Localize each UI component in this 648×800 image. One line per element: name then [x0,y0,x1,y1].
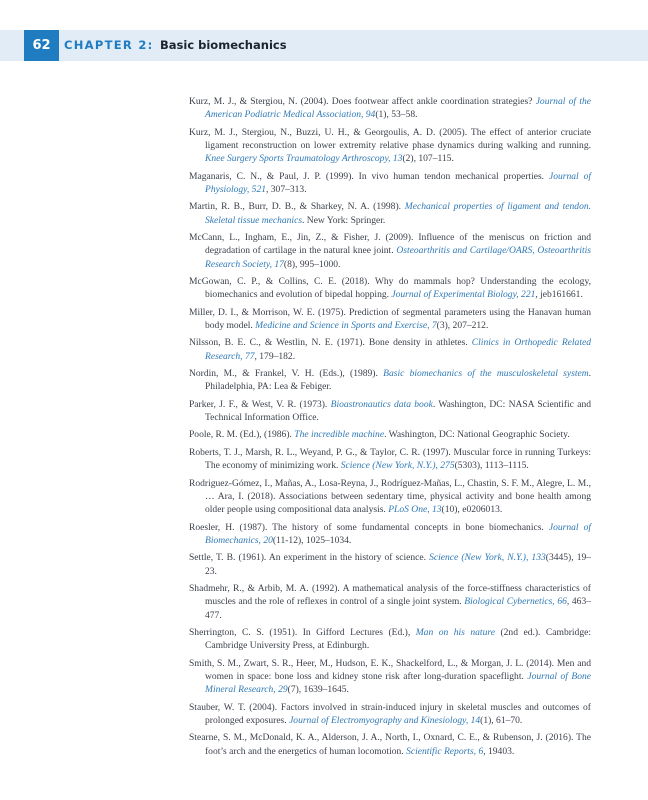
reference-text: Kurz, M. J., Stergiou, N., Buzzi, U. H., & Georgoulis, A. D. (2005). The effect of anterior cruciate ligament reconstruction on lower extremity relative phase dynamics during walking and running. [189,126,591,151]
reference-text: Nilsson, B. E. C., & Westlin, N. E. (1971). Bone density in athletes. [189,337,472,349]
chapter-title: Basic biomechanics [160,38,287,52]
reference-source: PLoS One, 13 [388,504,442,516]
reference-entry [189,477,591,517]
reference-entry [189,701,591,728]
reference-entry [189,582,591,622]
reference-text: McGowan, C. P., & Collins, C. E. (2018). Why do mammals hop? Understanding the ecology, biomechanics and evolution of bipedal hopping. [189,276,591,301]
reference-source: Journal of the American Podiatric Medical Association, 94 [205,96,592,121]
reference-text: Parker, J. F., & West, V. R. (1973). [189,398,331,410]
reference-source: Basic biomechanics of the musculoskeletal system [383,368,589,380]
reference-entry [189,551,591,578]
reference-source: Science (New York, N.Y.), 275 [340,460,455,472]
reference-details: (10), e0206013. [441,504,503,516]
reference-entry [189,336,591,363]
reference-text: McCann, L., Ingham, E., Jin, Z., & Fisher, J. (2009). Influence of the meniscus on friction and degradation of cartilage in the natural knee joint. [189,232,591,257]
reference-entry [189,428,591,441]
reference-entry [189,306,591,333]
reference-entry [189,657,591,697]
reference-text: Rodriguez-Gómez, I., Mañas, A., Losa-Reyna, J., Rodríguez-Mañas, L., Chastin, S. F. M., Alegre, L. M., … Ara, I. (2018). Associations between sedentary time, physical activity and bone health among older people using compositional data analysis. [189,477,591,516]
reference-list [189,95,591,762]
reference-source: Scientific Reports, 6 [406,745,484,757]
reference-text: Poole, R. M. (Ed.), (1986). [189,429,295,441]
reference-text: Martin, R. B., Burr, D. B., & Sharkey, N. A. (1998). [189,201,405,213]
reference-details: , 463–477. [205,596,591,621]
reference-entry [189,170,591,197]
reference-details: , 307–313. [266,183,307,195]
reference-entry [189,95,591,122]
reference-source: Medicine and Science in Sports and Exercise, 7 [255,320,437,332]
reference-source: Knee Surgery Sports Traumatology Arthroscopy, 13 [205,153,403,165]
reference-entry [189,367,591,394]
reference-source: Clinics in Orthopedic Related Research, 77 [205,337,591,362]
reference-details: (3), 207–212. [436,320,489,332]
reference-details: (1), 53–58. [375,109,418,121]
reference-text: Smith, S. M., Zwart, S. R., Heer, M., Hudson, E. K., Shackelford, L., & Morgan, J. L. (2014). Men and women in space: bone loss and kidney stone risk after long-duration spaceflight. [189,657,591,682]
reference-source: Journal of Electromyography and Kinesiology, 14 [289,714,481,726]
reference-details: (1), 61–70. [480,714,523,726]
reference-details: (3445), 19–23. [205,552,592,577]
reference-entry [189,446,591,473]
reference-text: Miller, D. I., & Morrison, W. E. (1975). Prediction of segmental parameters using the Hanavan human body model. [189,306,591,332]
reference-text: Stearne, S. M., McDonald, K. A., Alderson, J. A., North, I., Oxnard, C. E., & Rubenson, J. (2016). The foot’s arch and the energetics of human locomotion. [189,732,591,757]
reference-details: (7), 1639–1645. [287,684,349,696]
reference-text: Roberts, T. J., Marsh, R. L., Weyand, P. G., & Taylor, C. R. (1997). Muscular force in running Turkeys: The economy of minimizing work. [189,446,591,472]
reference-details: (11-12), 1025–1034. [272,534,352,546]
reference-text: Roesler, H. (1987). The history of some fundamental concepts in bone biomechanics. [189,521,549,533]
reference-entry [189,626,591,653]
reference-source: Science (New York, N.Y.), 133 [429,552,546,564]
reference-source: Biological Cybernetics, 66 [464,596,567,608]
reference-entry [189,200,591,227]
reference-entry [189,398,591,425]
running-header [0,30,648,61]
reference-entry [189,275,591,302]
reference-details: (5303), 1113–1115. [454,460,529,472]
reference-source: Mechanical properties of ligament and tendon. Skeletal tissue mechanics [205,201,592,226]
reference-source: Journal of Physiology, 521 [205,170,591,195]
reference-details: (8), 995–1000. [283,258,341,270]
reference-text: Settle, T. B. (1961). An experiment in the history of science. [189,552,430,564]
reference-entry [189,231,591,271]
reference-source: Bioastronautics data book [330,398,433,410]
reference-details: , 179–182. [254,350,296,362]
reference-text: Stauber, W. T. (2004). Factors involved in strain-induced injury in skeletal muscles and outcomes of prolonged exposures. [189,701,591,726]
reference-entry [189,521,591,548]
reference-source: Journal of Biomechanics, 20 [205,521,591,546]
page-number: 62 [24,30,59,61]
reference-source: Journal of Bone Mineral Research, 29 [205,670,591,696]
reference-text: Kurz, M. J., & Stergiou, N. (2004). Does footwear affect ankle coordination strategies? [189,96,536,107]
reference-source: Journal of Experimental Biology, 221 [391,289,536,301]
reference-source: The incredible machine [294,429,385,441]
reference-details: . Washington, DC: NASA Scientific and Technical Information Office. [205,398,591,424]
reference-details: (2nd ed.). Cambridge: Cambridge University Press, at Edinburgh. [205,626,591,652]
reference-entry [189,731,591,758]
reference-text: Maganaris, C. N., & Paul, J. P. (1999). In vivo human tendon mechanical properties. [189,170,549,182]
chapter-label: CHAPTER 2: [64,38,154,52]
reference-details: . New York: Springer. [302,214,386,226]
reference-details: . Philadelphia, PA: Lea & Febiger. [205,368,591,393]
reference-details: , jeb161661. [535,289,583,301]
reference-text: Nordin, M., & Frankel, V. H. (Eds.), (1989). [189,368,384,380]
reference-details: (2), 107–115. [402,153,454,165]
reference-source: Osteoarthritis and Cartilage/OARS, Osteoarthritis Research Society, 17 [205,245,591,270]
reference-entry [189,126,591,166]
reference-details: , 19403. [483,745,515,757]
reference-source: Man on his nature [415,626,495,638]
reference-details: . Washington, DC: National Geographic Society. [384,429,570,441]
reference-text: Shadmehr, R., & Arbib, M. A. (1992). A mathematical analysis of the force-stiffness characteristics of muscles and the role of reflexes in control of a single joint system. [189,582,591,608]
reference-text: Sherrington, C. S. (1951). In Gifford Lectures (Ed.), [189,626,416,638]
